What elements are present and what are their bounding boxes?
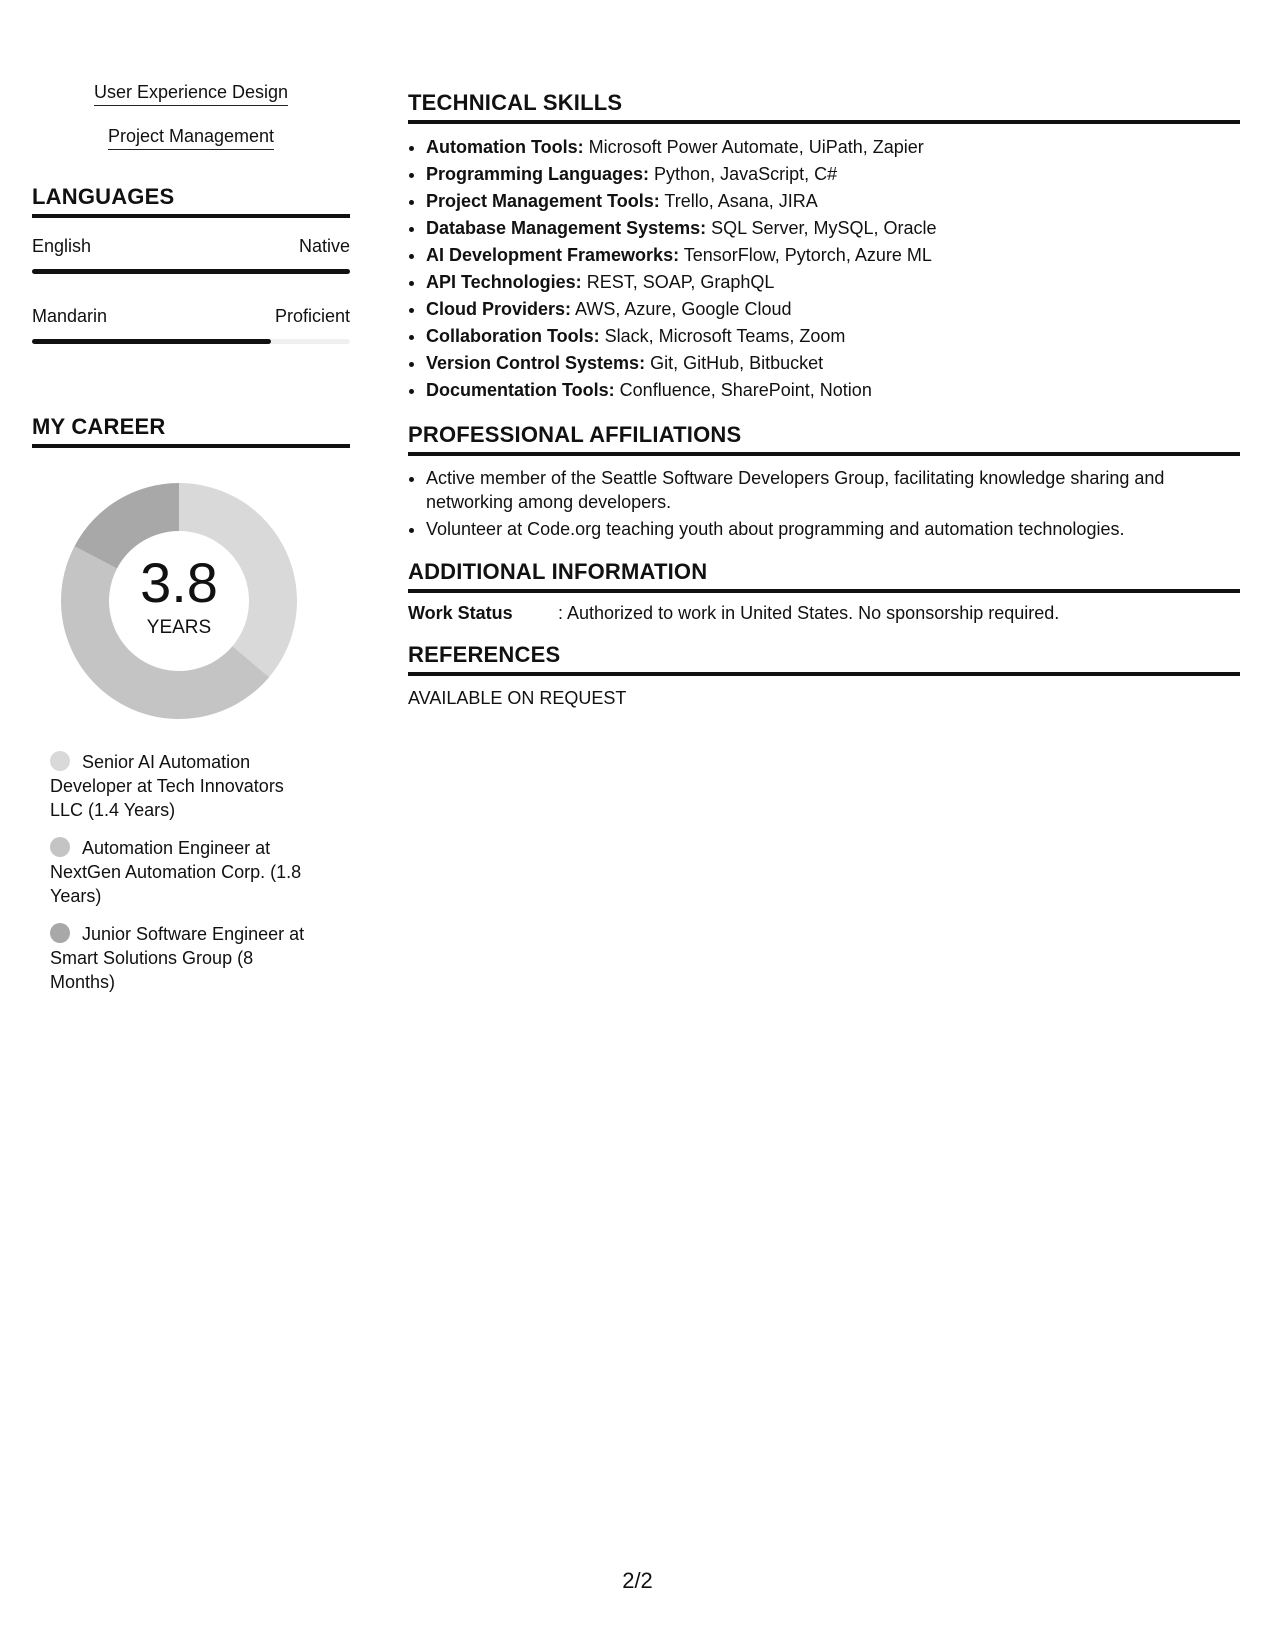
skill-label: Programming Languages: — [426, 164, 650, 184]
skill-label: Documentation Tools: — [426, 380, 615, 400]
skill-value: Python, JavaScript, C# — [649, 164, 838, 184]
technical-skills-list — [408, 134, 1240, 404]
skill-item — [426, 296, 1240, 323]
skill-value: Trello, Asana, JIRA — [659, 191, 818, 211]
skill-tag-label: User Experience Design — [94, 82, 288, 106]
donut-center — [54, 476, 304, 726]
skill-value: SQL Server, MySQL, Oracle — [706, 218, 937, 238]
language-name: English — [32, 236, 92, 256]
language-bar — [32, 269, 350, 274]
skill-value: Microsoft Power Automate, UiPath, Zapier — [583, 137, 924, 157]
references-text: AVAILABLE ON REQUEST — [408, 688, 627, 708]
work-status-row — [408, 603, 1240, 624]
skill-label: AI Development Frameworks: — [426, 245, 680, 265]
left-column — [32, 82, 350, 1008]
affiliations-list — [408, 466, 1240, 541]
skill-label: Cloud Providers: — [426, 299, 572, 319]
skill-item — [426, 161, 1240, 188]
legend-swatch — [50, 923, 70, 943]
legend-label: Automation Engineer at NextGen Automation Corp. (1.8 Years) — [50, 838, 302, 906]
skill-tag — [32, 126, 350, 150]
language-bar — [32, 339, 350, 344]
legend-item — [50, 836, 320, 908]
language-row — [32, 236, 350, 274]
skill-value: TensorFlow, Pytorch, Azure ML — [679, 245, 932, 265]
languages-title: LANGUAGES — [32, 184, 350, 218]
references-title: REFERENCES — [408, 642, 1240, 676]
additional-info-title: ADDITIONAL INFORMATION — [408, 559, 1240, 593]
career-donut-chart — [54, 476, 304, 726]
skill-item — [426, 350, 1240, 377]
language-bar-fill — [32, 339, 271, 344]
legend-item — [50, 750, 320, 822]
legend-item — [50, 922, 320, 994]
legend-swatch — [50, 837, 70, 857]
skill-item — [426, 134, 1240, 161]
right-column — [408, 90, 1240, 709]
skill-label: Collaboration Tools: — [426, 326, 600, 346]
page-number: 2/2 — [622, 1568, 653, 1593]
skill-item — [426, 242, 1240, 269]
skill-item — [426, 188, 1240, 215]
skill-label: Automation Tools: — [426, 137, 584, 157]
skill-value: Slack, Microsoft Teams, Zoom — [599, 326, 846, 346]
skill-label: Project Management Tools: — [426, 191, 660, 211]
skill-label: API Technologies: — [426, 272, 582, 292]
skill-label: Database Management Systems: — [426, 218, 707, 238]
list-item: • Volunteer at Code.org teaching youth about programming and automation technologies. — [426, 517, 1240, 541]
career-title: MY CAREER — [32, 414, 350, 448]
career-legend — [50, 750, 320, 994]
language-row — [32, 306, 350, 344]
legend-swatch — [50, 751, 70, 771]
skill-item — [426, 323, 1240, 350]
skill-value: Git, GitHub, Bitbucket — [645, 353, 824, 373]
skill-item — [426, 269, 1240, 296]
skill-value: REST, SOAP, GraphQL — [581, 272, 775, 292]
language-bar-fill — [32, 269, 350, 274]
technical-skills-title: TECHNICAL SKILLS — [408, 90, 1240, 124]
language-level: Native — [298, 236, 350, 256]
career-total-unit: YEARS — [146, 617, 212, 638]
skill-tag-label: Project Management — [108, 126, 274, 150]
legend-label: Junior Software Engineer at Smart Solutions Group (8 Months) — [50, 924, 305, 992]
work-status-label: Work Status — [408, 603, 513, 623]
skill-value: AWS, Azure, Google Cloud — [571, 299, 792, 319]
list-item: • Active member of the Seattle Software Developers Group, facilitating knowledge sharing and networking among developers. — [426, 466, 1240, 514]
skill-item — [426, 215, 1240, 242]
skill-item — [426, 377, 1240, 404]
work-status-value: : Authorized to work in United States. No sponsorship required. — [558, 603, 1060, 623]
language-name: Mandarin — [32, 306, 108, 326]
skill-label: Version Control Systems: — [426, 353, 646, 373]
career-total-value: 3.8 — [140, 551, 218, 614]
affiliations-title: PROFESSIONAL AFFILIATIONS — [408, 422, 1240, 456]
legend-label: Senior AI Automation Developer at Tech Innovators LLC (1.4 Years) — [50, 752, 284, 820]
skill-value: Confluence, SharePoint, Notion — [614, 380, 872, 400]
skill-tag — [32, 82, 350, 106]
language-level: Proficient — [274, 306, 350, 326]
